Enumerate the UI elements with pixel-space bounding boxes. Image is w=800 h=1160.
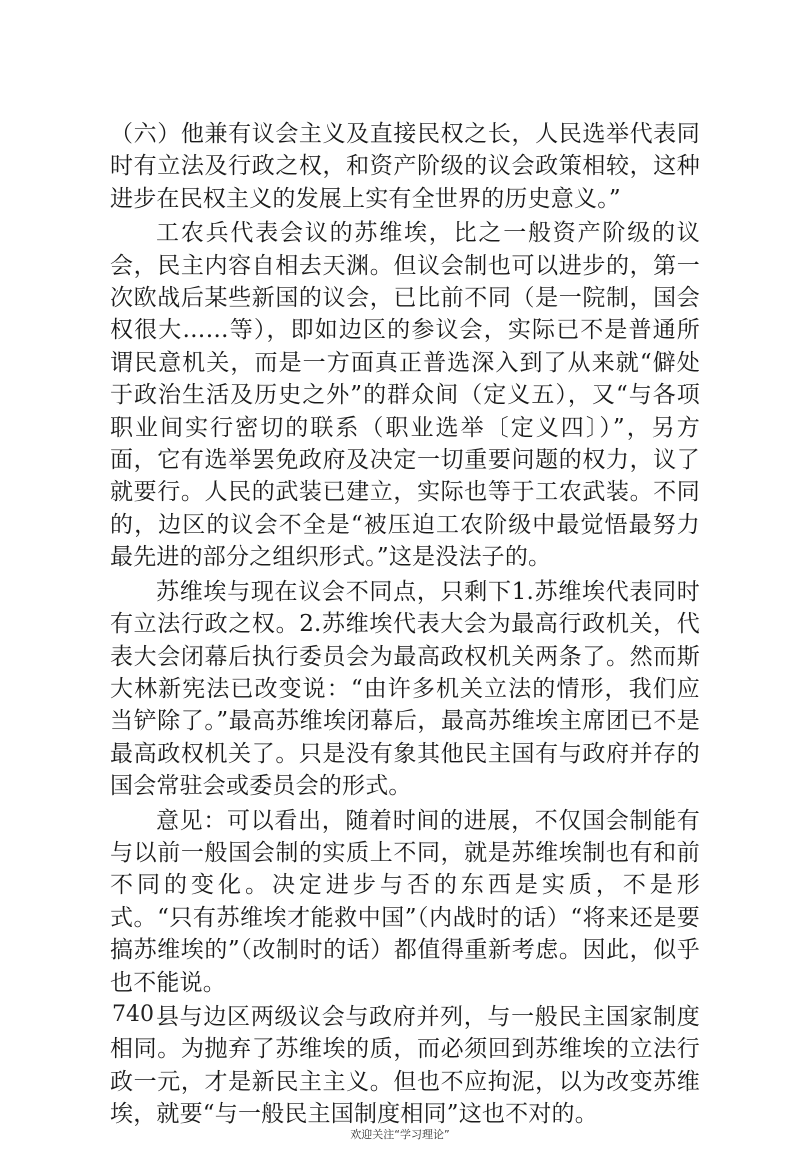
paragraph-3: 苏维埃与现在议会不同点，只剩下1.苏维埃代表同时有立法行政之权。2.苏维埃代表大会为最高行政机关，代表大会闭幕后执行委员会为最高政权机关两条了。然而斯大林新宪法已改变说：“由许多机关立法的情形，我们应当铲除了。”最高苏维埃闭幕后，最高苏维埃主席团已不是最高政权机关了。只是没有象其他民主国有与政府并存的国会常驻会或委员会的形式。: [110, 578, 700, 800]
paragraph-1: （六）他兼有议会主义及直接民权之长，人民选举代表同时有立法及行政之权，和资产阶级的议会政策相较，这种进步在民权主义的发展上实有全世界的历史意义。”: [110, 121, 700, 212]
paragraph-2: 工农兵代表会议的苏维埃，比之一般资产阶级的议会，民主内容自相去天渊。但议会制也可以进步的，第一次欧战后某些新国的议会，已比前不同（是一院制，国会权很大……等），即如边区的参议会，实际已不是普通所谓民意机关，而是一方面真正普选深入到了从来就“僻处于政治生活及历史之外”的群众间（定义五），又“与各项职业间实行密切的联系（职业选举〔定义四〕）”，另方面，它有选举罢免政府及决定一切重要问题的权力，议了就要行。人民的武装已建立，实际也等于工农武装。不同的，边区的议会不全是“被压迫工农阶级中最觉悟最努力最先进的部分之组织形式。”这是没法子的。: [110, 220, 700, 571]
paragraph-5: 县与边区两级议会与政府并列，与一般民主国家制度相同。为抛弃了苏维埃的质，而必须回到苏维埃的立法行政一元，才是新民主主义。但也不应拘泥，以为改变苏维埃，就要“与一般民主国制度相同”这也不对的。: [110, 1003, 700, 1128]
footer-note: 欢迎关注“学习理论”: [350, 1128, 450, 1141]
page-number: 740: [112, 1002, 154, 1027]
body-text: [110, 118, 700, 1131]
paragraph-4: 意见：可以看出，随着时间的进展，不仅国会制能有与以前一般国会制的实质上不同，就是苏维埃制也有和前不同的变化。决定进步与否的东西是实质，不是形式。“只有苏维埃才能救中国”（内战时的话）“将来还是要搞苏维埃的”（改制时的话）都值得重新考虑。因此，似乎也不能说。: [110, 807, 700, 996]
